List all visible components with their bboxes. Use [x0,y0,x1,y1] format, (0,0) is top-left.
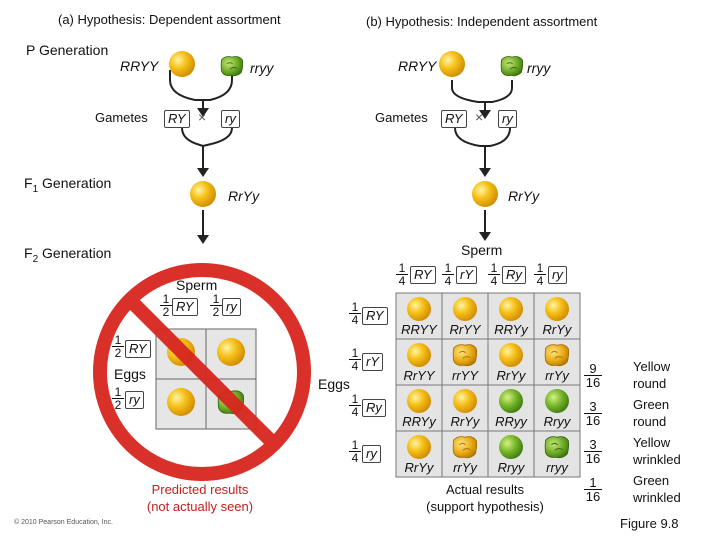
b-cell-pea-14 [453,437,477,458]
b-cell-pea-7 [499,343,523,367]
b-cell-pea-3 [499,297,523,321]
a-egg-ry: ry [125,391,144,409]
b-sperm-fraction: $\frac{1}{4}$ [442,262,454,287]
b-parent1-pea [439,51,465,77]
b-cell-pea-12 [545,389,569,413]
b-cell-pea-2 [453,297,477,321]
arrows-panel-b [452,80,512,232]
b-cell-genotype: Rryy [497,460,525,475]
b-egg-fraction: $\frac{1}{4}$ [349,393,361,418]
a-cell-pea-2 [217,338,245,366]
b-parent2-pea [501,56,523,75]
a-egg-fraction-1: $\frac{1}{2}$ [112,334,124,359]
b-f1-pea [472,181,498,207]
b-cell-genotype: RrYY [403,368,435,383]
b-sperm-fraction: $\frac{1}{4}$ [396,262,408,287]
a-sperm-ry: ry [222,298,241,316]
b-egg-fraction: $\frac{1}{4}$ [349,439,361,464]
b-cell-pea-13 [407,435,431,459]
ratio-fraction: $\frac{1}{16}$ [585,475,601,504]
actual-results-caption-line1: Actual results [445,482,525,497]
copyright-notice: © 2010 Pearson Education, Inc. [14,519,113,526]
a-cell-pea-3 [167,388,195,416]
b-cell-genotype: RrYy [496,368,526,383]
b-egg-gamete: ry [362,445,381,463]
predicted-results-caption-line1: Predicted results [151,482,249,497]
b-f1-genotype: RrYy [508,188,540,204]
b-cell-pea-8 [545,345,569,366]
b-cell-genotype: RrYy [404,460,434,475]
b-cell-genotype: rrYy [545,368,569,383]
a-gametes-label: Gametes [95,110,148,125]
b-cell-pea-1 [407,297,431,321]
b-sperm-gamete: rY [456,266,477,284]
b-cell-genotype: RRYY [401,322,437,337]
ratio-fraction: $\frac{3}{16}$ [585,399,601,428]
b-cell-genotype: rrYY [452,368,478,383]
a-parent1-pea [169,51,195,77]
ratio-phenotype-color: Green [633,397,670,412]
title-panel-a: (a) Hypothesis: Dependent assortment [58,12,281,27]
ratio-phenotype-color: Green [633,473,670,488]
b-cell-pea-15 [499,435,523,459]
ratio-phenotype-shape: wrinkled [633,452,681,467]
b-cell-genotype: RrYY [449,322,481,337]
ratio-phenotype-color: Yellow [633,435,671,450]
ratio-fraction: $\frac{9}{16}$ [585,361,601,390]
ratio-phenotype-color: Yellow [633,359,671,374]
actual-results-caption-line2: (support hypothesis) [426,499,544,514]
ratio-phenotype-shape: round [633,376,667,391]
b-cell-genotype: Rryy [543,414,571,429]
a-parent2-genotype: rryy [250,60,274,76]
a-f1-genotype: RrYy [228,188,260,204]
b-parent2-genotype: rryy [527,60,551,76]
b-sperm-fraction: $\frac{1}{4}$ [534,262,546,287]
a-egg-RY: RY [125,340,151,358]
a-gamete-RY: RY [164,110,190,128]
a-gamete-ry: ry [221,110,240,128]
b-gamete-ry: ry [498,110,517,128]
b-egg-fraction: $\frac{1}{4}$ [349,347,361,372]
b-sperm-gamete: Ry [502,266,526,284]
b-cell-genotype: rrYy [453,460,477,475]
a-egg-fraction-2: $\frac{1}{2}$ [112,386,124,411]
b-sperm-label: Sperm [461,242,503,258]
figure-label: Figure 9.8 [620,516,679,531]
b-egg-gamete: rY [362,353,383,371]
b-egg-fraction: $\frac{1}{4}$ [349,301,361,326]
b-cell-pea-10 [453,389,477,413]
predicted-results-caption-line2: (not actually seen) [146,499,254,514]
a-eggs-label: Eggs [114,366,146,382]
b-cell-genotype: RRyy [495,414,527,429]
a-parent2-pea [221,56,243,75]
a-f1-pea [190,181,216,207]
b-cell-pea-6 [453,345,477,366]
arrows-panel-a [170,70,232,235]
ratio-phenotype-shape: round [633,414,667,429]
a-sperm-fraction-2: $\frac{1}{2}$ [210,293,222,318]
a-sperm-label: Sperm [176,277,218,293]
b-cell-pea-5 [407,343,431,367]
a-cross-sign: × [198,109,207,125]
b-cell-genotype: RrYy [542,322,572,337]
b-sperm-fraction: $\frac{1}{4}$ [488,262,500,287]
b-cell-pea-11 [499,389,523,413]
a-parent1-genotype: RRYY [120,58,159,74]
ratio-fraction: $\frac{3}{16}$ [585,437,601,466]
title-panel-b: (b) Hypothesis: Independent assortment [366,14,598,29]
a-sperm-RY: RY [172,298,198,316]
b-sperm-gamete: ry [548,266,567,284]
a-sperm-fraction-1: $\frac{1}{2}$ [160,293,172,318]
b-cross-sign: × [475,109,484,125]
b-egg-gamete: RY [362,307,388,325]
b-cell-pea-9 [407,389,431,413]
b-eggs-label: Eggs [318,376,350,392]
b-egg-gamete: Ry [362,399,386,417]
b-cell-genotype: RrYy [450,414,480,429]
b-cell-pea-16 [545,437,569,458]
b-sperm-gamete: RY [410,266,436,284]
f1-generation-label: $F_1$ Generation [24,175,112,195]
b-gametes-label: Gametes [375,110,428,125]
b-cell-pea-4 [545,297,569,321]
f2-generation-label: $F_2$ Generation [24,245,112,265]
b-parent1-genotype: RRYY [398,58,437,74]
ratio-phenotype-shape: wrinkled [633,490,681,505]
b-cell-genotype: rryy [546,460,568,475]
b-gamete-RY: RY [441,110,467,128]
b-cell-genotype: RRYy [402,414,436,429]
b-cell-genotype: RRYy [494,322,528,337]
p-generation-label: P Generation [26,42,109,58]
